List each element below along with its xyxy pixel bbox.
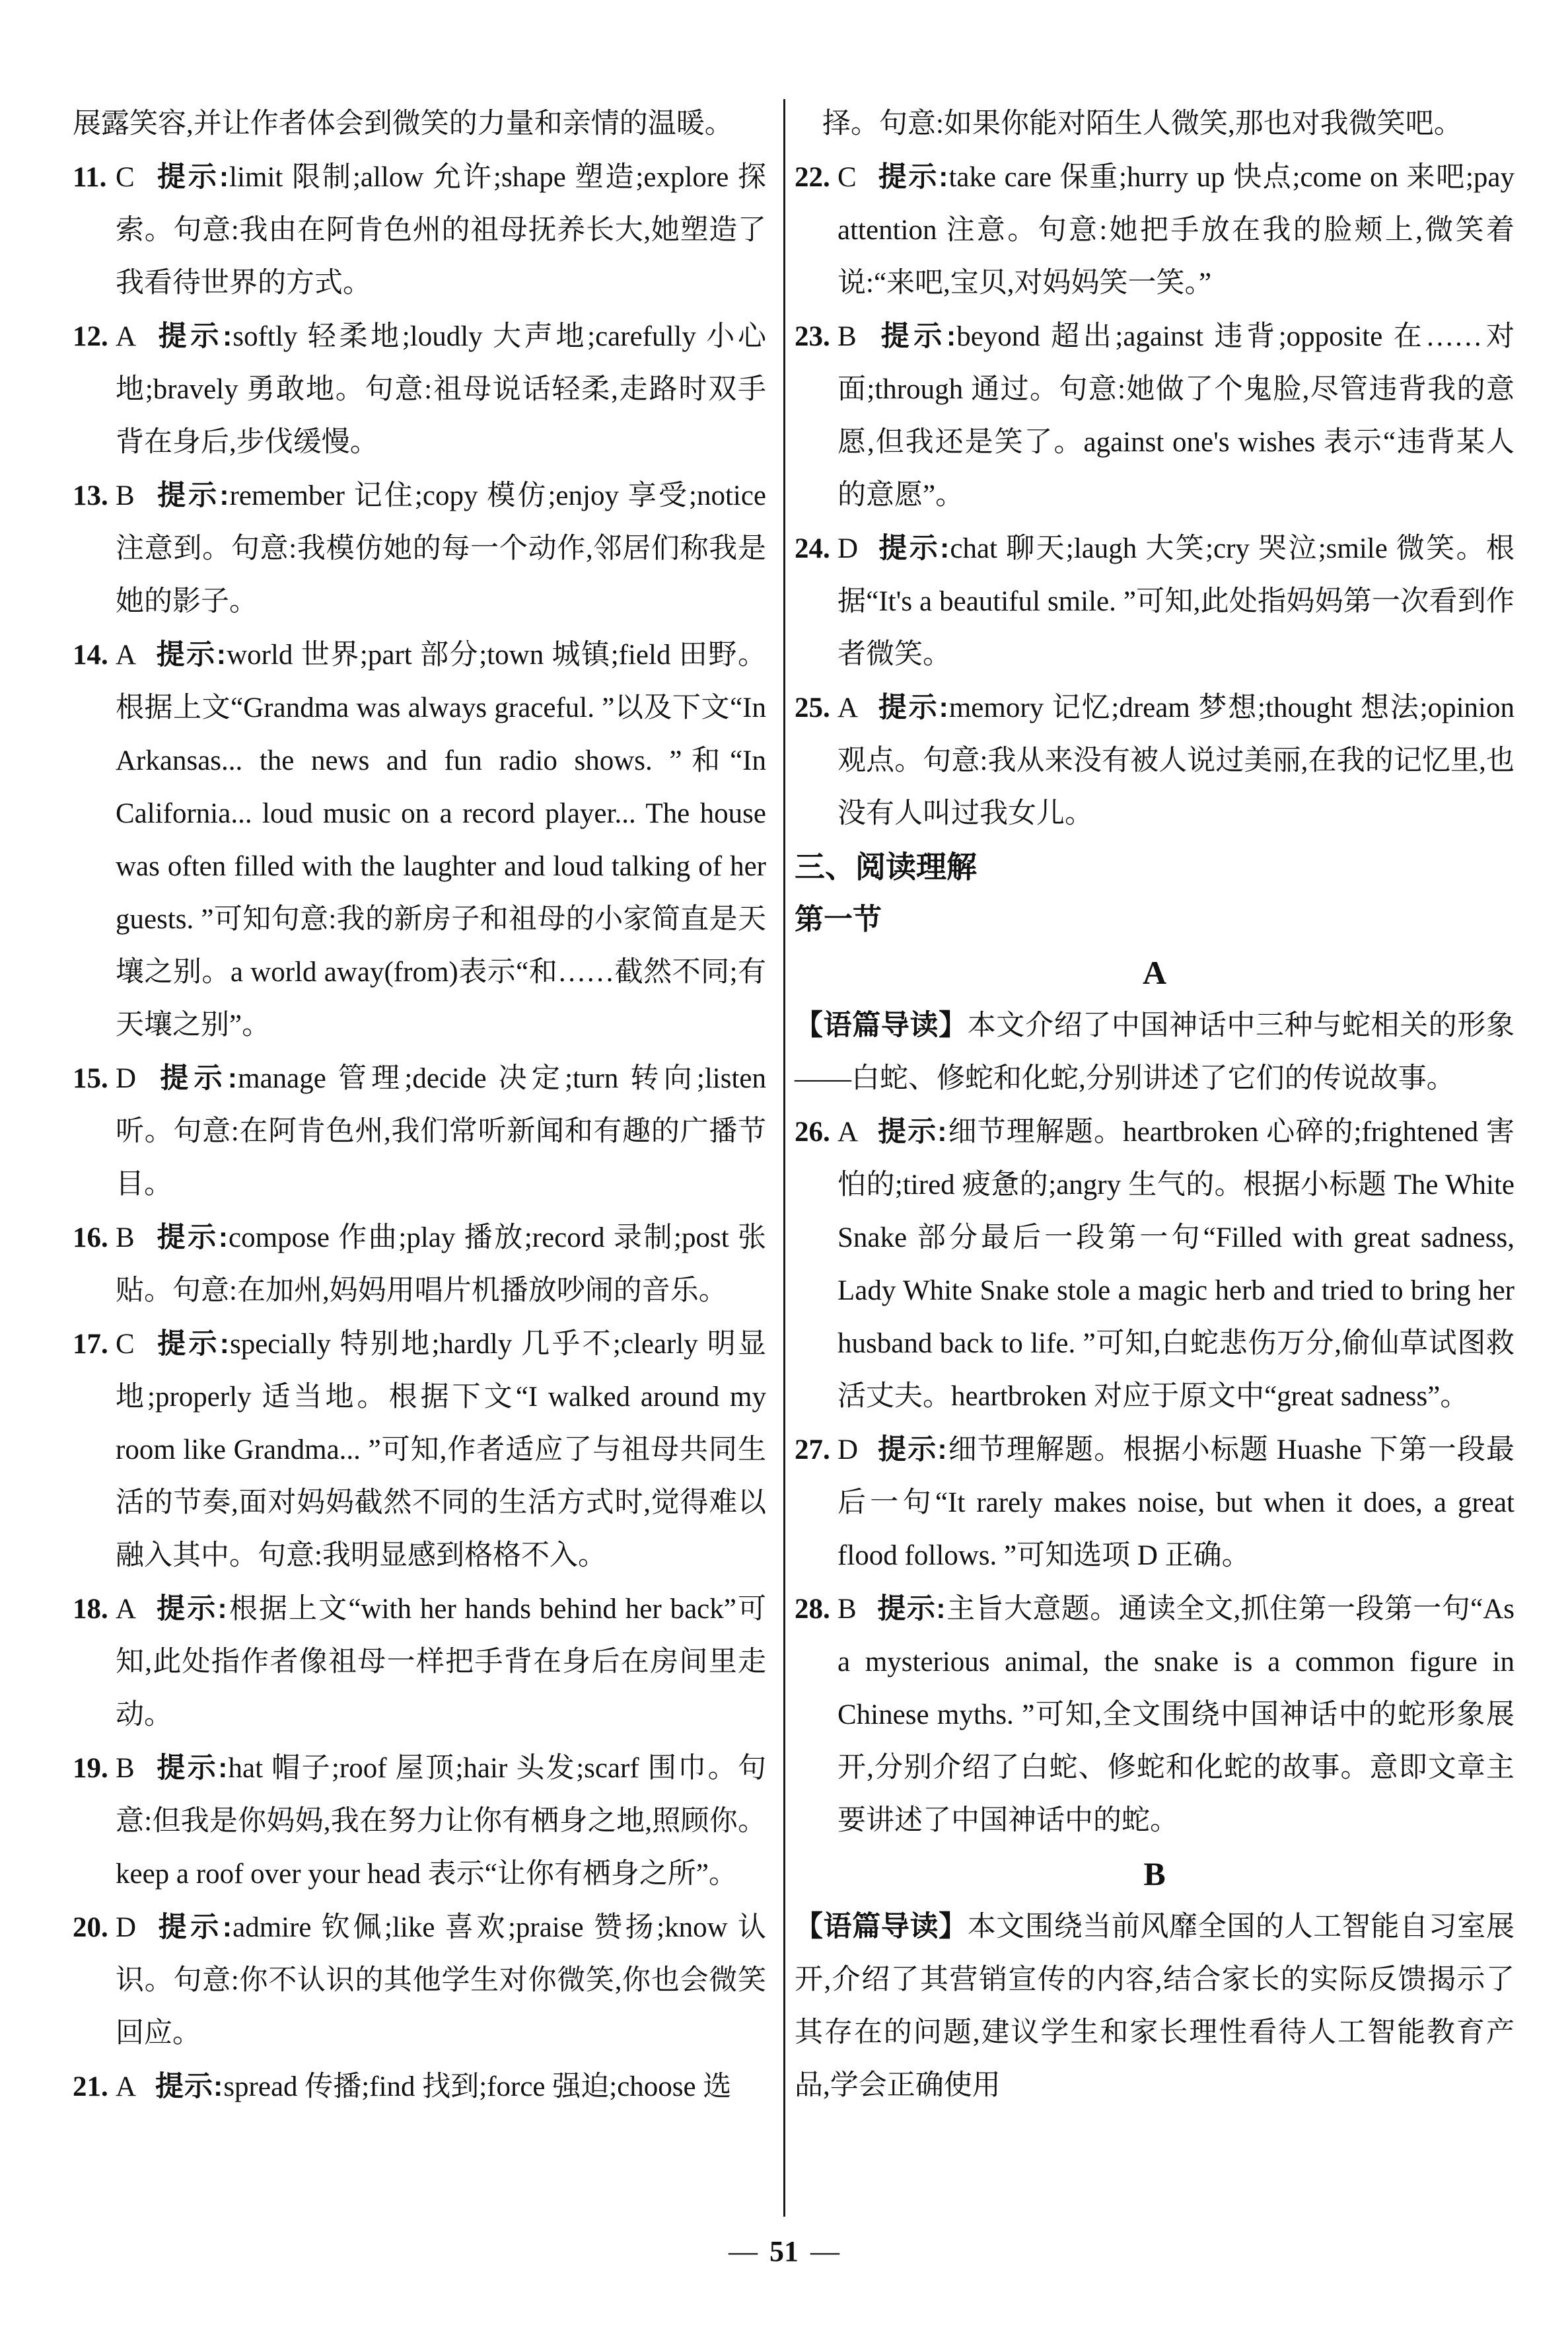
item-explanation: manage 管理;decide 决定;turn 转向;listen 听。句意:在阿肯色州,我们常听新闻和有趣的广播节目。 bbox=[116, 1063, 766, 1200]
passage-guide-label: 【语篇导读】 bbox=[795, 1010, 968, 1041]
footer-dash-right: — bbox=[810, 2235, 839, 2268]
item-answer: C bbox=[116, 162, 135, 193]
right-column bbox=[795, 98, 1515, 2112]
answer-item-21 bbox=[73, 2060, 766, 2114]
tip-label: 提示: bbox=[155, 1593, 228, 1625]
tip-label: 提示: bbox=[155, 1222, 229, 1253]
item-answer: D bbox=[116, 1912, 137, 1943]
item-explanation: world 世界;part 部分;town 城镇;field 田野。根据上文“Grandma was always graceful. ”以及下文“In Arkansas... the news and fun radio shows. ”和“In California... loud music on a record player... The house was often filled with the laughter and loud talking of her guests. ”可知句意:我的新房子和祖母的小家简直是天壤之别。a world away(from)表示“和……截然不同;有天壤之别”。 bbox=[116, 640, 766, 1041]
item-number: 14. bbox=[73, 640, 108, 671]
item-number: 28. bbox=[795, 1594, 830, 1625]
carryover-paragraph: 展露笑容,并让作者体会到微笑的力量和亲情的温暖。 bbox=[73, 108, 733, 139]
answer-item-15 bbox=[73, 1052, 766, 1211]
tip-label: 提示: bbox=[877, 161, 949, 193]
item-number: 17. bbox=[73, 1329, 108, 1360]
item-explanation: limit 限制;allow 允许;shape 塑造;explore 探索。句意:我由在阿肯色州的祖母抚养长大,她塑造了我看待世界的方式。 bbox=[116, 162, 766, 299]
item-answer: D bbox=[116, 1063, 137, 1094]
answer-item-19 bbox=[73, 1742, 766, 1901]
item-explanation: 细节理解题。heartbroken 心碎的;frightened 害怕的;tired 疲惫的;angry 生气的。根据小标题 The White Snake 部分最后一段第一句“Filled with great sadness, Lady White Snake stole a magic herb and tried to bring her husband back to life. ”可知,白蛇悲伤万分,偷仙草试图救活丈夫。heartbroken 对应于原文中“great sadness”。 bbox=[837, 1117, 1515, 1412]
item-explanation: 主旨大意题。通读全文,抓住第一段第一句“As a mysterious animal, the snake is a common figure in Chinese myths. ”可知,全文围绕中国神话中的蛇形象展开,分别介绍了白蛇、修蛇和化蛇的故事。意即文章主要讲述了中国神话中的蛇。 bbox=[837, 1594, 1515, 1836]
item-answer: A bbox=[116, 321, 137, 352]
item-answer: A bbox=[116, 2071, 137, 2102]
item-answer: A bbox=[116, 1594, 137, 1625]
answer-item-17 bbox=[73, 1317, 766, 1582]
answer-item-14 bbox=[73, 628, 766, 1052]
tip-label: 提示: bbox=[155, 1328, 230, 1360]
passage-intro-b bbox=[795, 1900, 1515, 2112]
item-explanation: beyond 超出;against 违背;opposite 在……对面;through 通过。句意:她做了个鬼脸,尽管违背我的意愿,但我还是笑了。against one's wishes 表示“违背某人的意愿”。 bbox=[837, 321, 1515, 511]
tip-label: 提示: bbox=[877, 692, 949, 723]
section-heading-reading: 三、阅读理解 bbox=[795, 850, 977, 884]
item-answer: B bbox=[837, 321, 857, 352]
answer-item-13 bbox=[73, 469, 766, 628]
answer-item-22 bbox=[795, 151, 1515, 310]
item-explanation: take care 保重;hurry up 快点;come on 来吧;pay attention 注意。句意:她把手放在我的脸颊上,微笑着说:“来吧,宝贝,对妈妈笑一笑。” bbox=[837, 162, 1515, 299]
answer-item-27 bbox=[795, 1423, 1515, 1582]
item-answer: C bbox=[837, 162, 857, 193]
item-answer: A bbox=[837, 1117, 859, 1148]
tip-label: 提示: bbox=[877, 533, 950, 564]
item-explanation: chat 聊天;laugh 大笑;cry 哭泣;smile 微笑。根据“It's a beautiful smile. ”可知,此处指妈妈第一次看到作者微笑。 bbox=[837, 533, 1515, 670]
item-number: 24. bbox=[795, 533, 830, 564]
item-answer: B bbox=[116, 480, 135, 511]
tip-label: 提示: bbox=[877, 1434, 948, 1465]
answer-item-11 bbox=[73, 151, 766, 310]
passage-guide-text: 本文介绍了中国神话中三种与蛇相关的形象——白蛇、修蛇和化蛇,分别讲述了它们的传说故事。 bbox=[795, 1010, 1515, 1094]
item-number: 21. bbox=[73, 2071, 108, 2102]
passage-label-b: B bbox=[1143, 1855, 1166, 1892]
item-answer: D bbox=[837, 1434, 859, 1465]
answer-item-24 bbox=[795, 522, 1515, 681]
item-explanation: compose 作曲;play 播放;record 录制;post 张贴。句意:在加州,妈妈用唱片机播放吵闹的音乐。 bbox=[116, 1222, 766, 1306]
answer-item-28 bbox=[795, 1582, 1515, 1847]
item-explanation: hat 帽子;roof 屋顶;hair 头发;scarf 围巾。句意:但我是你妈妈,我在努力让你有栖身之地,照顾你。keep a roof over your head 表示“让你有栖身之所”。 bbox=[116, 1753, 766, 1890]
left-column bbox=[73, 98, 766, 2114]
item-number: 18. bbox=[73, 1594, 108, 1625]
item-explanation: softly 轻柔地;loudly 大声地;carefully 小心地;bravely 勇敢地。句意:祖母说话轻柔,走路时双手背在身后,步伐缓慢。 bbox=[116, 321, 766, 458]
answer-item-25 bbox=[795, 681, 1515, 840]
tip-label: 提示: bbox=[155, 480, 230, 511]
item-number: 11. bbox=[73, 162, 107, 193]
carryover-paragraph: 择。句意:如果你能对陌生人微笑,那也对我微笑吧。 bbox=[822, 108, 1462, 139]
tip-label: 提示: bbox=[155, 1752, 229, 1784]
item-number: 16. bbox=[73, 1222, 108, 1253]
item-number: 13. bbox=[73, 480, 108, 511]
answer-item-12 bbox=[73, 310, 766, 469]
item-number: 19. bbox=[73, 1753, 108, 1784]
item-explanation: specially 特别地;hardly 几乎不;clearly 明显地;properly 适当地。根据下文“I walked around my room like Grandma... ”可知,作者适应了与祖母共同生活的节奏,面对妈妈截然不同的生活方式时,觉得难以融入其中。句意:我明显感到格格不入。 bbox=[116, 1329, 766, 1571]
item-number: 25. bbox=[795, 692, 830, 723]
item-answer: D bbox=[837, 533, 859, 564]
tip-label: 提示: bbox=[155, 639, 227, 671]
tip-label: 提示: bbox=[877, 1116, 948, 1148]
item-answer: B bbox=[837, 1594, 857, 1625]
item-explanation: admire 钦佩;like 喜欢;praise 赞扬;know 认识。句意:你不认识的其他学生对你微笑,你也会微笑回应。 bbox=[116, 1912, 766, 2049]
tip-label: 提示: bbox=[155, 320, 233, 352]
item-answer: B bbox=[116, 1753, 135, 1784]
item-answer: A bbox=[116, 640, 137, 671]
passage-guide-text: 本文围绕当前风靡全国的人工智能自习室展开,介绍了其营销宣传的内容,结合家长的实际反馈揭示了其存在的问题,建议学生和家长理性看待人工智能教育产品,学会正确使用 bbox=[795, 1911, 1515, 2101]
page-footer bbox=[0, 2225, 1568, 2278]
passage-label-a: A bbox=[1142, 954, 1167, 991]
item-number: 26. bbox=[795, 1117, 830, 1148]
item-number: 22. bbox=[795, 162, 830, 193]
item-number: 15. bbox=[73, 1063, 108, 1094]
item-answer: B bbox=[116, 1222, 135, 1253]
item-explanation: 根据上文“with her hands behind her back”可知,此处指作者像祖母一样把手背在身后在房间里走动。 bbox=[116, 1594, 766, 1730]
item-explanation: 细节理解题。根据小标题 Huashe 下第一段最后一句“It rarely makes noise, but when it does, a great flood follows. ”可知选项 D 正确。 bbox=[837, 1434, 1515, 1571]
tip-label: 提示: bbox=[877, 320, 957, 352]
tip-label: 提示: bbox=[155, 2071, 224, 2102]
answer-item-16 bbox=[73, 1211, 766, 1317]
footer-dash-left: — bbox=[729, 2235, 758, 2268]
column-divider bbox=[783, 99, 785, 2217]
item-explanation: remember 记住;copy 模仿;enjoy 享受;notice 注意到。句意:我模仿她的每一个动作,邻居们称我是她的影子。 bbox=[116, 480, 767, 617]
item-explanation: memory 记忆;dream 梦想;thought 想法;opinion 观点。句意:我从来没有被人说过美丽,在我的记忆里,也没有人叫过我女儿。 bbox=[837, 692, 1515, 829]
answer-item-26 bbox=[795, 1105, 1515, 1423]
tip-label: 提示: bbox=[155, 161, 230, 193]
item-answer: C bbox=[116, 1329, 135, 1360]
tip-label: 提示: bbox=[155, 1062, 238, 1094]
item-number: 20. bbox=[73, 1912, 108, 1943]
tip-label: 提示: bbox=[877, 1593, 946, 1625]
answer-item-23 bbox=[795, 310, 1515, 522]
passage-intro-a bbox=[795, 999, 1515, 1105]
item-number: 12. bbox=[73, 321, 108, 352]
answer-item-18 bbox=[73, 1582, 766, 1742]
item-explanation: spread 传播;find 找到;force 强迫;choose 选 bbox=[223, 2071, 732, 2102]
page-number: 51 bbox=[769, 2235, 799, 2268]
item-answer: A bbox=[837, 692, 859, 723]
item-number: 27. bbox=[795, 1434, 830, 1465]
tip-label: 提示: bbox=[155, 1911, 233, 1943]
item-number: 23. bbox=[795, 321, 830, 352]
passage-guide-label: 【语篇导读】 bbox=[795, 1911, 968, 1942]
answer-item-20 bbox=[73, 1901, 766, 2060]
part-heading: 第一节 bbox=[795, 903, 882, 936]
